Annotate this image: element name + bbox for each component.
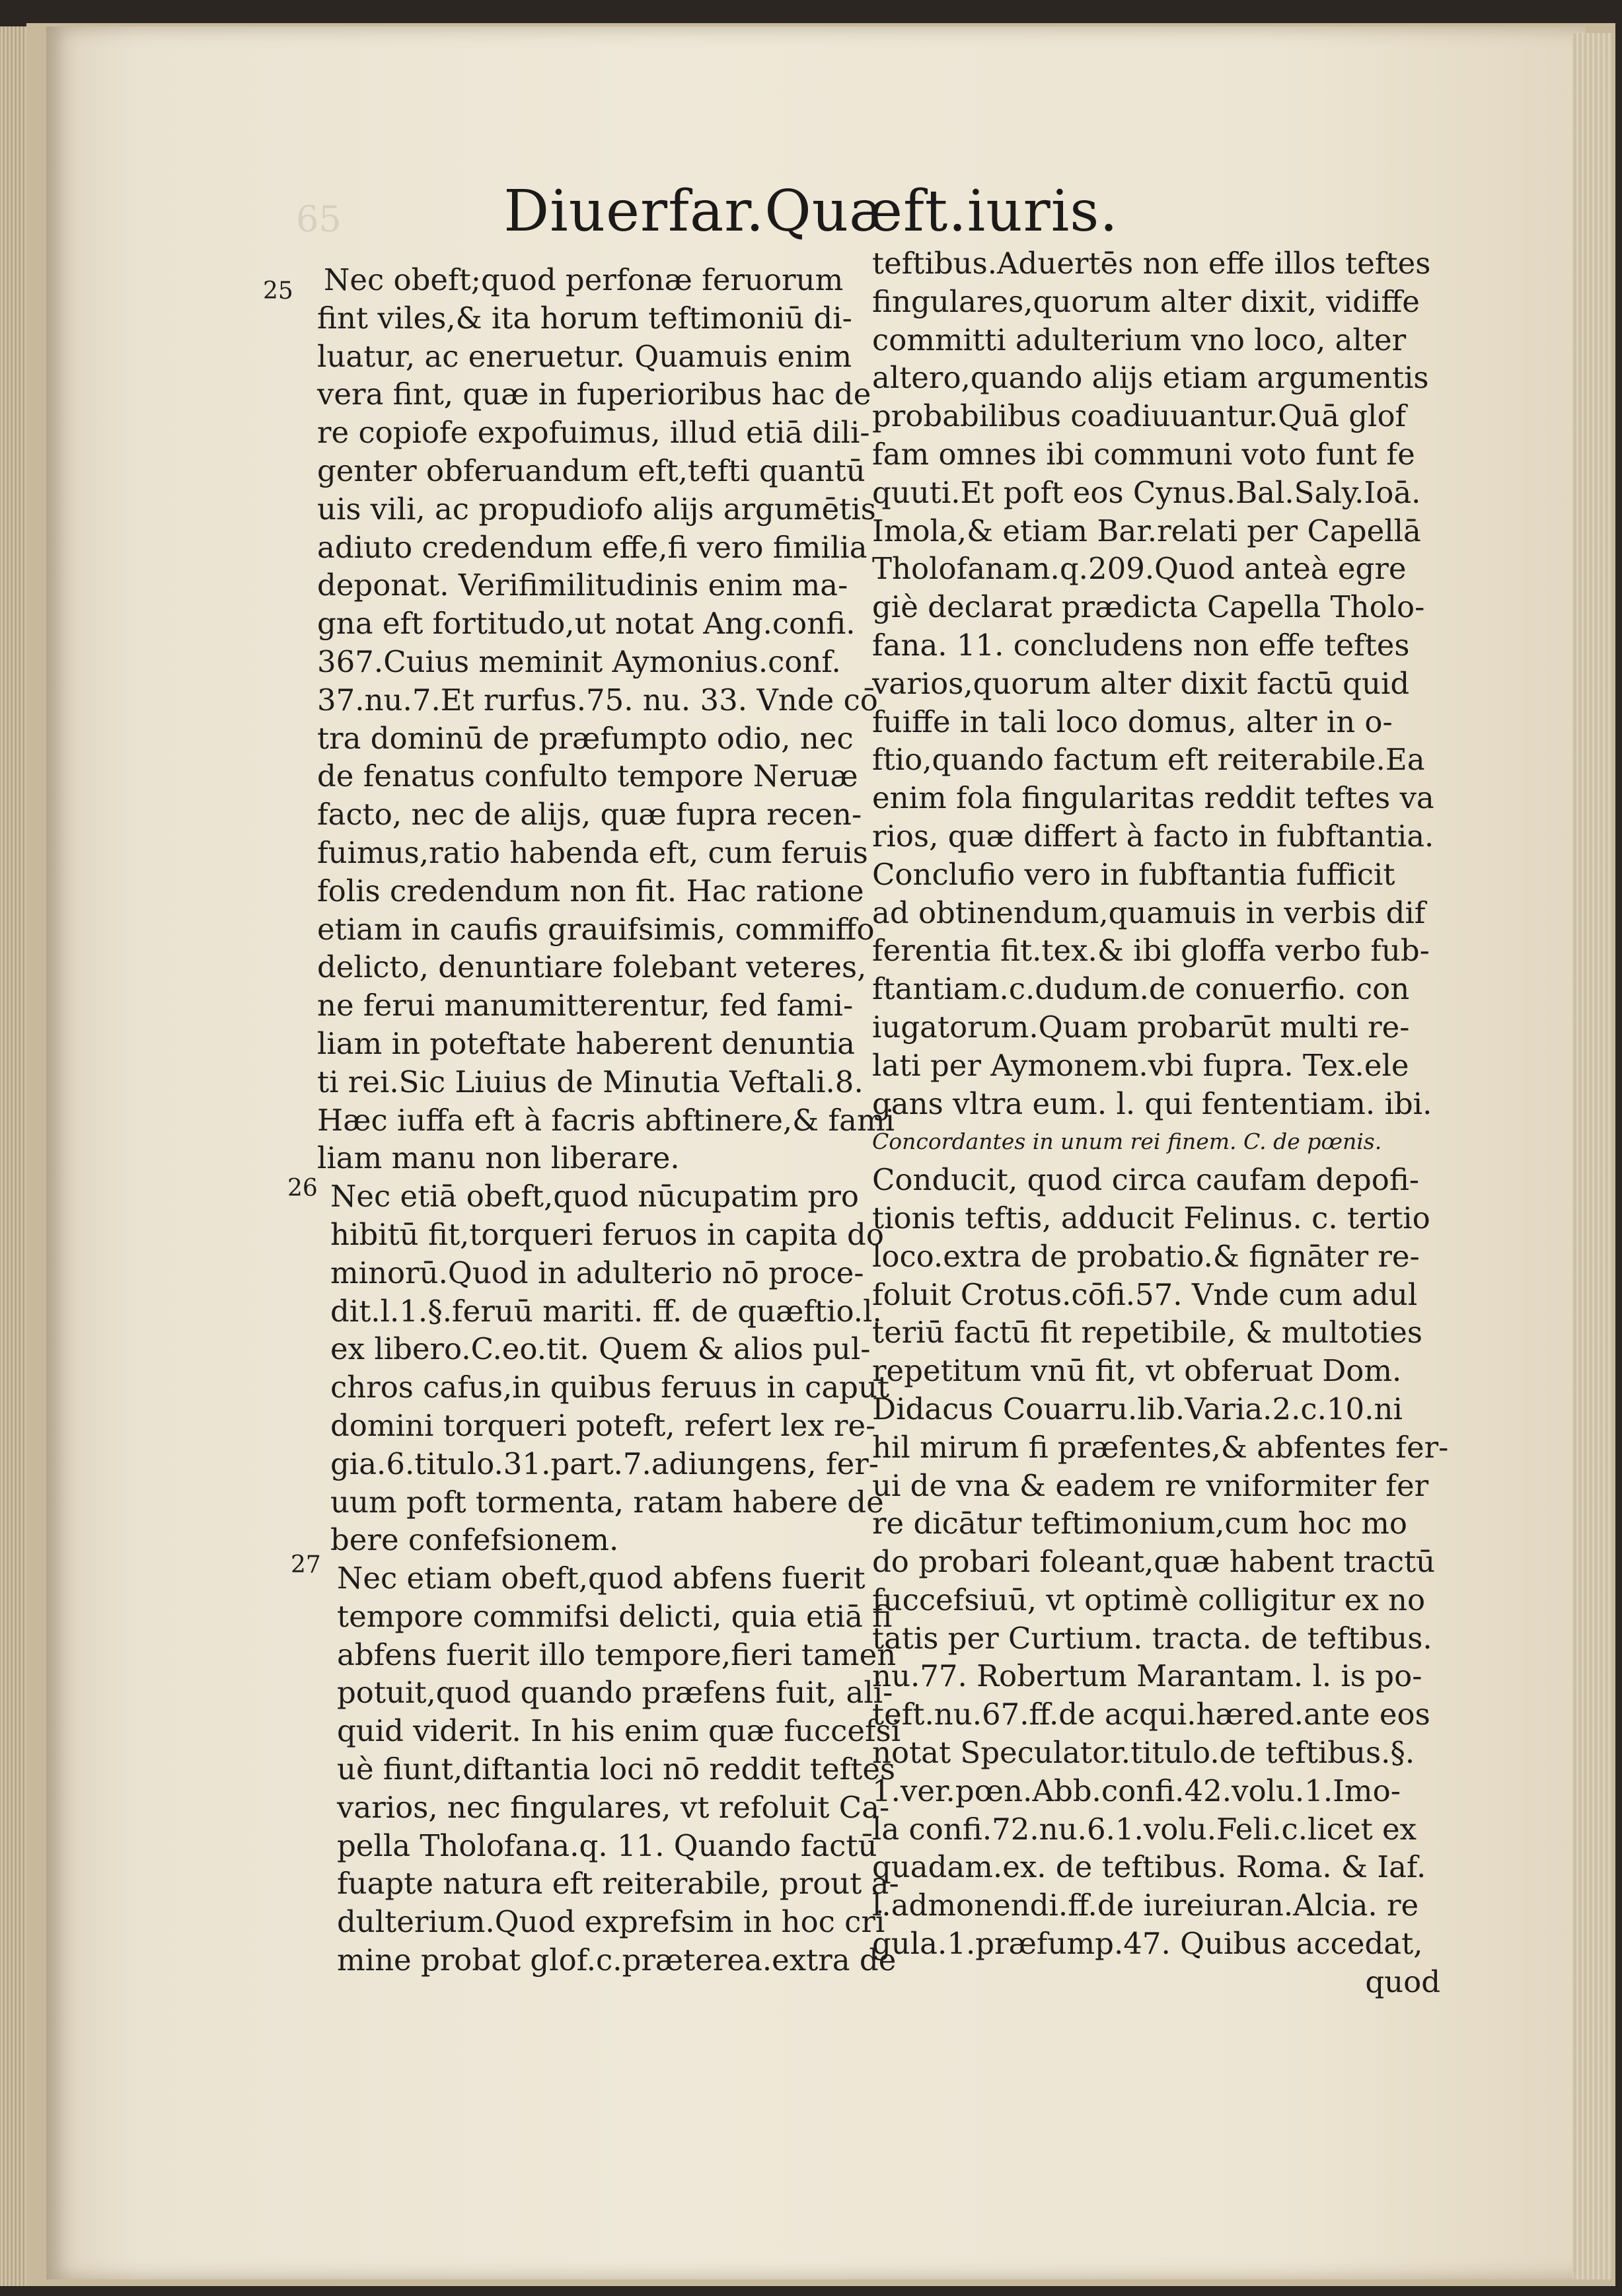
text-line: tionis teftis, adducit Felinus. c. tertio bbox=[872, 1200, 1430, 1236]
book-page-edges-right bbox=[1572, 33, 1612, 2279]
text-line: fingulares,quorum alter dixit, vidiffe bbox=[872, 283, 1420, 319]
text-line: fuimus,ratio habenda eft, cum feruis bbox=[317, 834, 868, 870]
text-line: quid viderit. In his enim quæ fuccefsi bbox=[337, 1713, 901, 1749]
text-line: deponat. Verifimilitudinis enim ma- bbox=[317, 568, 848, 603]
text-line: ftantiam.c.dudum.de conuerfio. con bbox=[872, 971, 1410, 1007]
section-marker-26: 26 bbox=[287, 1175, 318, 1202]
text-line: committi adulterium vno loco, alter bbox=[872, 322, 1407, 357]
text-line: ui de vna & eadem re vniformiter fer bbox=[872, 1467, 1429, 1503]
text-line: re copiofe expofuimus, illud etiā dili- bbox=[317, 415, 870, 451]
text-line: ex libero.C.eo.tit. Quem & alios pul- bbox=[330, 1331, 871, 1367]
text-line: liam manu non liberare. bbox=[317, 1140, 680, 1176]
faint-page-number-bleed: 65 bbox=[296, 198, 342, 240]
text-line: minorū.Quod in adulterio nō proce- bbox=[330, 1255, 864, 1290]
text-line: gna eft fortitudo,ut notat Ang.confi. bbox=[317, 606, 856, 642]
text-line: etiam in caufis grauifsimis, commiffo bbox=[317, 911, 875, 947]
text-line: uè fiunt,diftantia loci nō reddit teftes bbox=[337, 1752, 896, 1787]
text-line: l.admonendi.ff.de iureiuran.Alcia. re bbox=[872, 1888, 1419, 1923]
text-line: Nec obeft;quod perfonæ feruorum bbox=[324, 262, 844, 297]
text-line: enim fola fingularitas reddit teftes va bbox=[872, 780, 1434, 816]
text-line: fana. 11. concludens non effe teftes bbox=[872, 627, 1410, 663]
text-line: abfens fuerit illo tempore,fieri tamen bbox=[337, 1637, 897, 1672]
text-line: ferentia fit.tex.& ibi gloffa verbo fub- bbox=[872, 933, 1430, 969]
text-line: hil mirum fi præfentes,& abfentes fer- bbox=[872, 1429, 1449, 1465]
text-line: hibitū fit,torqueri feruos in capita do bbox=[330, 1216, 884, 1252]
text-line: facto, nec de alijs, quæ fupra recen- bbox=[317, 797, 862, 833]
text-line: notat Speculator.titulo.de teftibus.§. bbox=[872, 1735, 1415, 1771]
text-line: re dicātur teftimonium,cum hoc mo bbox=[872, 1506, 1407, 1541]
text-line: ti rei.Sic Liuius de Minutia Veftali.8. bbox=[317, 1064, 864, 1099]
text-line: fint viles,& ita horum teftimoniū di- bbox=[317, 300, 852, 336]
text-line: fuiffe in tali loco domus, alter in o- bbox=[872, 704, 1393, 739]
text-line: Nec etiam obeft,quod abfens fuerit bbox=[337, 1561, 866, 1596]
text-line: 1.ver.pœn.Abb.confi.42.volu.1.Imo- bbox=[872, 1773, 1401, 1808]
text-line: tempore commifsi delicti, quia etiā fi bbox=[337, 1598, 893, 1634]
text-line: nu.77. Robertum Marantam. l. is po- bbox=[872, 1658, 1422, 1694]
text-line: chros cafus,in quibus feruus in caput bbox=[330, 1370, 890, 1405]
text-line: lati per Aymonem.vbi fupra. Tex.ele bbox=[872, 1047, 1409, 1083]
section-marker-27: 27 bbox=[291, 1551, 321, 1578]
text-line: teriū factū fit repetibile, & multoties bbox=[872, 1315, 1423, 1351]
text-line: de fenatus confulto tempore Neruæ bbox=[317, 759, 858, 794]
text-line: uum poft tormenta, ratam habere de bbox=[330, 1484, 884, 1520]
text-line: Tholofanam.q.209.Quod anteà egre bbox=[872, 551, 1407, 587]
section-marker-25: 25 bbox=[263, 278, 293, 305]
text-line: Conclufio vero in fubftantia fufficit bbox=[872, 856, 1395, 892]
text-line: rios, quæ differt à facto in fubftantia. bbox=[872, 818, 1434, 854]
text-line: luatur, ac eneruetur. Quamuis enim bbox=[317, 338, 852, 374]
text-line: gans vltra eum. l. qui fententiam. ibi. bbox=[872, 1086, 1432, 1121]
text-line: fuapte natura eft reiterabile, prout a- bbox=[337, 1866, 899, 1902]
text-line: dit.l.1.§.feruū mariti. ff. de quæftio.l. bbox=[330, 1293, 882, 1329]
text-line: uis vili, ac propudiofo alijs argumētis bbox=[317, 491, 876, 527]
text-line: varios,quorum alter dixit factū quid bbox=[872, 665, 1410, 701]
text-line: delicto, denuntiare folebant veteres, bbox=[317, 949, 867, 985]
text-line-italic: Concordantes in unum rei finem. C. de pœnis. bbox=[872, 1129, 1382, 1155]
text-line: bere confefsionem. bbox=[330, 1522, 619, 1558]
text-line: pella Tholofana.q. 11. Quando factū bbox=[337, 1828, 877, 1863]
text-line: giè declarat prædicta Capella Tholo- bbox=[872, 589, 1425, 625]
text-line: folis credendum non fit. Hac ratione bbox=[317, 873, 864, 908]
text-line: 367.Cuius meminit Aymonius.conf. bbox=[317, 644, 841, 679]
text-line: vera fint, quæ in fuperioribus hac de bbox=[317, 377, 871, 412]
text-line: adiuto credendum effe,fi vero fimilia bbox=[317, 529, 867, 565]
text-line: quadam.ex. de teftibus. Roma. & Iaf. bbox=[872, 1849, 1426, 1885]
text-line: ftio,quando factum eft reiterabile.Ea bbox=[872, 742, 1425, 778]
text-line: loco.extra de probatio.& fignāter re- bbox=[872, 1238, 1420, 1274]
right-text-column bbox=[872, 244, 1449, 2001]
text-line: tra dominū de præfumpto odio, nec bbox=[317, 720, 854, 756]
text-line: Imola,& etiam Bar.relati per Capellā bbox=[872, 513, 1421, 548]
text-line: ne ferui manumitterentur, fed fami- bbox=[317, 988, 854, 1023]
text-line: Hæc iuffa eft à facris abftinere,& fami bbox=[317, 1102, 895, 1138]
text-line: la confi.72.nu.6.1.volu.Feli.c.licet ex bbox=[872, 1811, 1417, 1847]
text-line: Conducit, quod circa caufam depofi- bbox=[872, 1162, 1420, 1198]
text-line: Nec etiā obeft,quod nūcupatim pro bbox=[330, 1179, 859, 1214]
catchword: quod bbox=[1365, 1964, 1440, 1999]
text-line: mine probat glof.c.præterea.extra de bbox=[337, 1943, 897, 1978]
text-line: potuit,quod quando præfens fuit, ali- bbox=[337, 1675, 893, 1711]
text-line: gia.6.titulo.31.part.7.adiungens, fer- bbox=[330, 1446, 879, 1481]
text-line: ad obtinendum,quamuis in verbis dif bbox=[872, 895, 1426, 930]
text-line: teftibus.Aduertēs non effe illos teftes bbox=[872, 246, 1431, 281]
text-line: fuccefsiuū, vt optimè colligitur ex no bbox=[872, 1582, 1426, 1617]
text-line: teft.nu.67.ff.de acqui.hæred.ante eos bbox=[872, 1697, 1430, 1732]
text-line: tatis per Curtium. tracta. de teftibus. bbox=[872, 1620, 1432, 1656]
text-line: domini torqueri poteft, refert lex re- bbox=[330, 1407, 876, 1443]
text-line: dulterium.Quod exprefsim in hoc cri bbox=[337, 1904, 885, 1940]
text-line: altero,quando alijs etiam argumentis bbox=[872, 360, 1429, 396]
text-line: foluit Crotus.cōfi.57. Vnde cum adul bbox=[872, 1277, 1418, 1312]
text-line: varios, nec fingulares, vt refoluit Ca- bbox=[337, 1789, 890, 1825]
text-line: probabilibus coadiuuantur.Quā glof bbox=[872, 398, 1407, 434]
text-line: quuti.Et poft eos Cynus.Bal.Saly.Ioā. bbox=[872, 474, 1421, 510]
text-line: fam omnes ibi communi voto funt fe bbox=[872, 436, 1415, 472]
text-line: iugatorum.Quam probarūt multi re- bbox=[872, 1009, 1410, 1045]
text-line: do probari foleant,quæ habent tractū bbox=[872, 1544, 1436, 1580]
running-header: Diuerfar.Quæft.iuris. bbox=[503, 178, 1119, 244]
text-line: Didacus Couarru.lib.Varia.2.c.10.ni bbox=[872, 1391, 1403, 1426]
left-text-column bbox=[317, 261, 901, 1980]
text-line: liam in poteftate haberent denuntia bbox=[317, 1025, 855, 1061]
text-line: genter obferuandum eft,tefti quantū bbox=[317, 453, 866, 488]
text-line: repetitum vnū fit, vt obferuat Dom. bbox=[872, 1353, 1402, 1389]
text-line: 37.nu.7.Et rurfus.75. nu. 33. Vnde cō bbox=[317, 682, 878, 718]
text-line: gula.1.præfump.47. Quibus accedat, bbox=[872, 1926, 1423, 1962]
